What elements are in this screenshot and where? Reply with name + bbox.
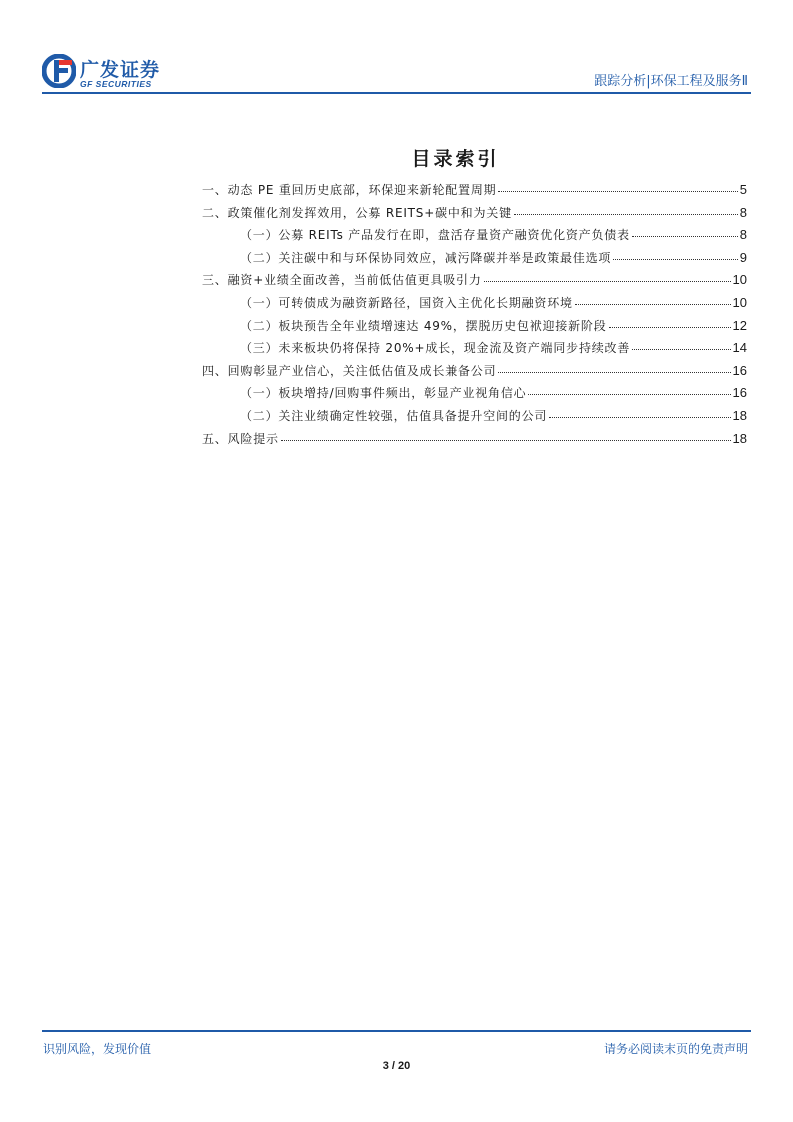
toc-entry[interactable] (202, 315, 747, 338)
toc-entry-page: 9 (739, 249, 747, 265)
toc-leader-dots (609, 317, 731, 328)
toc-entry[interactable] (202, 247, 747, 270)
toc-entry-label: 四、回购彰显产业信心，关注低估值及成长兼备公司 (202, 363, 497, 378)
toc-entry-page: 8 (739, 204, 747, 220)
page-number: 3 / 20 (382, 1060, 411, 1072)
toc-entry[interactable] (202, 179, 747, 202)
toc-entry-label: （二）关注碳中和与环保协同效应，减污降碳并举是政策最佳选项 (240, 250, 612, 265)
toc-entry-page: 14 (732, 340, 747, 356)
toc-entry-label: （一）公募 REITs 产品发行在即，盘活存量资产融资优化资产负债表 (240, 228, 630, 243)
toc-leader-dots (514, 204, 738, 215)
toc-entry-page: 16 (732, 362, 747, 378)
toc-leader-dots (281, 430, 731, 441)
toc-leader-dots (613, 249, 738, 260)
toc-entry-page: 18 (732, 407, 747, 423)
toc-entry[interactable] (202, 337, 747, 360)
logo-text-en: GF SECURITIES (80, 79, 152, 89)
toc-title: 目录索引 (411, 148, 500, 170)
toc-leader-dots (498, 362, 730, 373)
gf-logo-icon (42, 54, 76, 88)
toc-entry-page: 10 (732, 272, 747, 288)
toc-entry[interactable] (202, 269, 747, 292)
toc-leader-dots (632, 226, 738, 237)
footer-divider (42, 1030, 751, 1032)
toc-entry[interactable] (202, 360, 747, 383)
toc-leader-dots (498, 181, 737, 192)
toc-entry-label: 三、融资+业绩全面改善，当前低估值更具吸引力 (202, 273, 482, 288)
toc-leader-dots (632, 339, 730, 350)
report-section-label: 跟踪分析|环保工程及服务Ⅱ (594, 74, 748, 89)
toc-entry-page: 16 (732, 385, 747, 401)
header-divider (42, 92, 751, 94)
toc-entry[interactable] (202, 405, 747, 428)
toc-entry[interactable] (202, 382, 747, 405)
toc-entry-label: （二）关注业绩确定性较强，估值具备提升空间的公司 (240, 408, 548, 423)
toc-leader-dots (528, 384, 730, 395)
toc-entry[interactable] (202, 428, 747, 451)
footer-slogan: 识别风险，发现价值 (43, 1042, 152, 1056)
toc-entry-label: （一）板块增持/回购事件频出，彰显产业视角信心 (240, 386, 527, 401)
toc-entry[interactable] (202, 224, 747, 247)
toc-entry-label: 一、动态 PE 重回历史底部，环保迎来新轮配置周期 (202, 183, 497, 197)
logo-text-cn: 广发证券 (80, 59, 161, 81)
toc-entry-label: 二、政策催化剂发挥效用，公募 REITS+碳中和为关键 (202, 205, 512, 220)
toc-leader-dots (575, 294, 731, 305)
toc-entry-page: 12 (732, 317, 747, 333)
toc-entry-page: 8 (739, 227, 747, 243)
table-of-contents (202, 179, 747, 450)
toc-leader-dots (549, 407, 730, 418)
toc-entry[interactable] (202, 292, 747, 315)
footer-disclaimer-note: 请务必阅读末页的免责声明 (603, 1042, 748, 1056)
company-logo (42, 54, 172, 90)
toc-entry-label: （三）未来板块仍将保持 20%+成长，现金流及资产端同步持续改善 (240, 341, 631, 356)
toc-entry[interactable] (202, 202, 747, 225)
toc-entry-label: （二）板块预告全年业绩增速达 49%，摆脱历史包袱迎接新阶段 (240, 318, 607, 333)
toc-entry-label: 五、风险提示 (202, 431, 279, 446)
toc-entry-page: 18 (732, 430, 747, 446)
toc-entry-page: 5 (739, 182, 747, 197)
toc-entry-page: 10 (732, 294, 747, 310)
toc-entry-label: （一）可转债成为融资新路径，国资入主优化长期融资环境 (240, 295, 573, 310)
toc-leader-dots (484, 271, 731, 282)
